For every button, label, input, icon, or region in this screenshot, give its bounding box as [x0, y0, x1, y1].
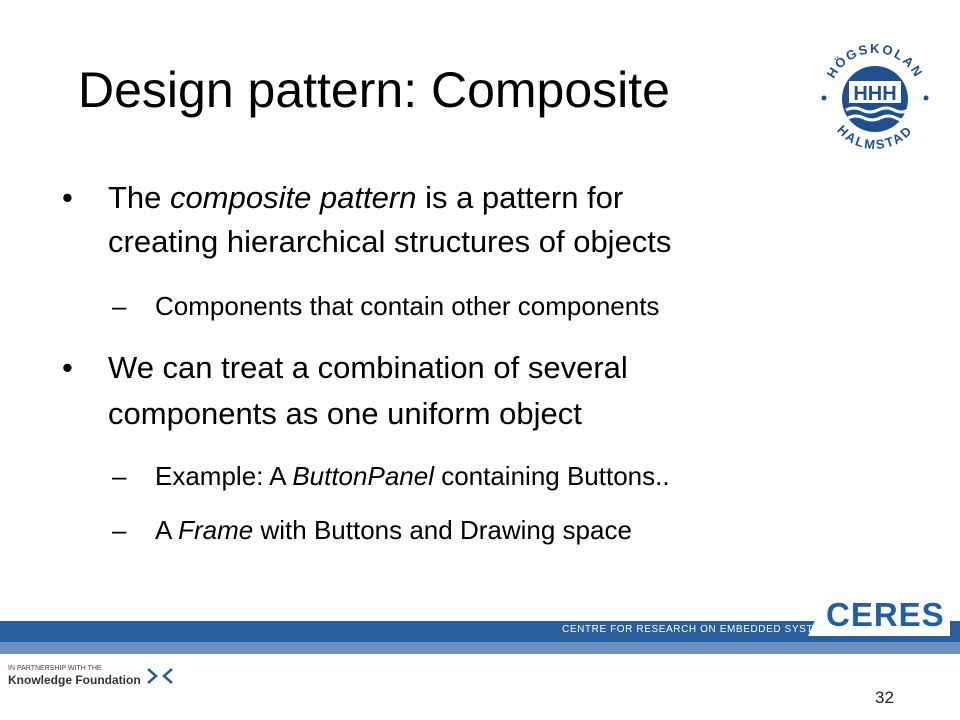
sub-bullet-2-2: A Frame with Buttons and Drawing space	[155, 515, 632, 545]
logo-center-text: HHH	[853, 83, 897, 105]
knowledge-foundation-name: Knowledge Foundation	[8, 673, 141, 687]
logo-top-text: HÖGSKOLAN	[823, 40, 927, 81]
hogskolan-halmstad-logo	[816, 36, 934, 162]
bullet-2-line-2: components as one uniform object	[108, 396, 582, 431]
buttonpanel-term: ButtonPanel	[292, 461, 434, 491]
slide-title: Design pattern: Composite	[78, 62, 670, 118]
partner-label: IN PARTNERSHIP WITH THE	[8, 665, 102, 672]
bullet-marker: •	[62, 180, 73, 215]
knowledge-foundation-chevrons-icon	[145, 666, 175, 686]
ceres-logo-text: CERES	[826, 596, 945, 633]
page-number: 32	[875, 688, 894, 707]
bullet-2-line-1: We can treat a combination of several	[108, 350, 628, 385]
bullet-1-line-2: creating hierarchical structures of objects	[108, 224, 672, 259]
dash-marker: –	[112, 515, 127, 545]
sub-bullet-1-1: Components that contain other components	[155, 291, 660, 321]
dash-marker: –	[112, 291, 127, 321]
ceres-subtitle: CENTRE FOR RESEARCH ON EMBEDDED SYSTEMS	[562, 624, 837, 635]
logo-bottom-text: HALMSTAD	[834, 122, 916, 153]
frame-term: Frame	[178, 515, 254, 545]
bullet-1-line-1: The composite pattern is a pattern for	[108, 180, 624, 215]
sub-bullet-2-1: Example: A ButtonPanel containing Buttons..	[155, 461, 670, 491]
bullet-marker: •	[62, 350, 73, 385]
dash-marker: –	[112, 461, 127, 491]
composite-pattern-term: composite pattern	[170, 180, 417, 215]
footer-band-light	[0, 642, 960, 654]
